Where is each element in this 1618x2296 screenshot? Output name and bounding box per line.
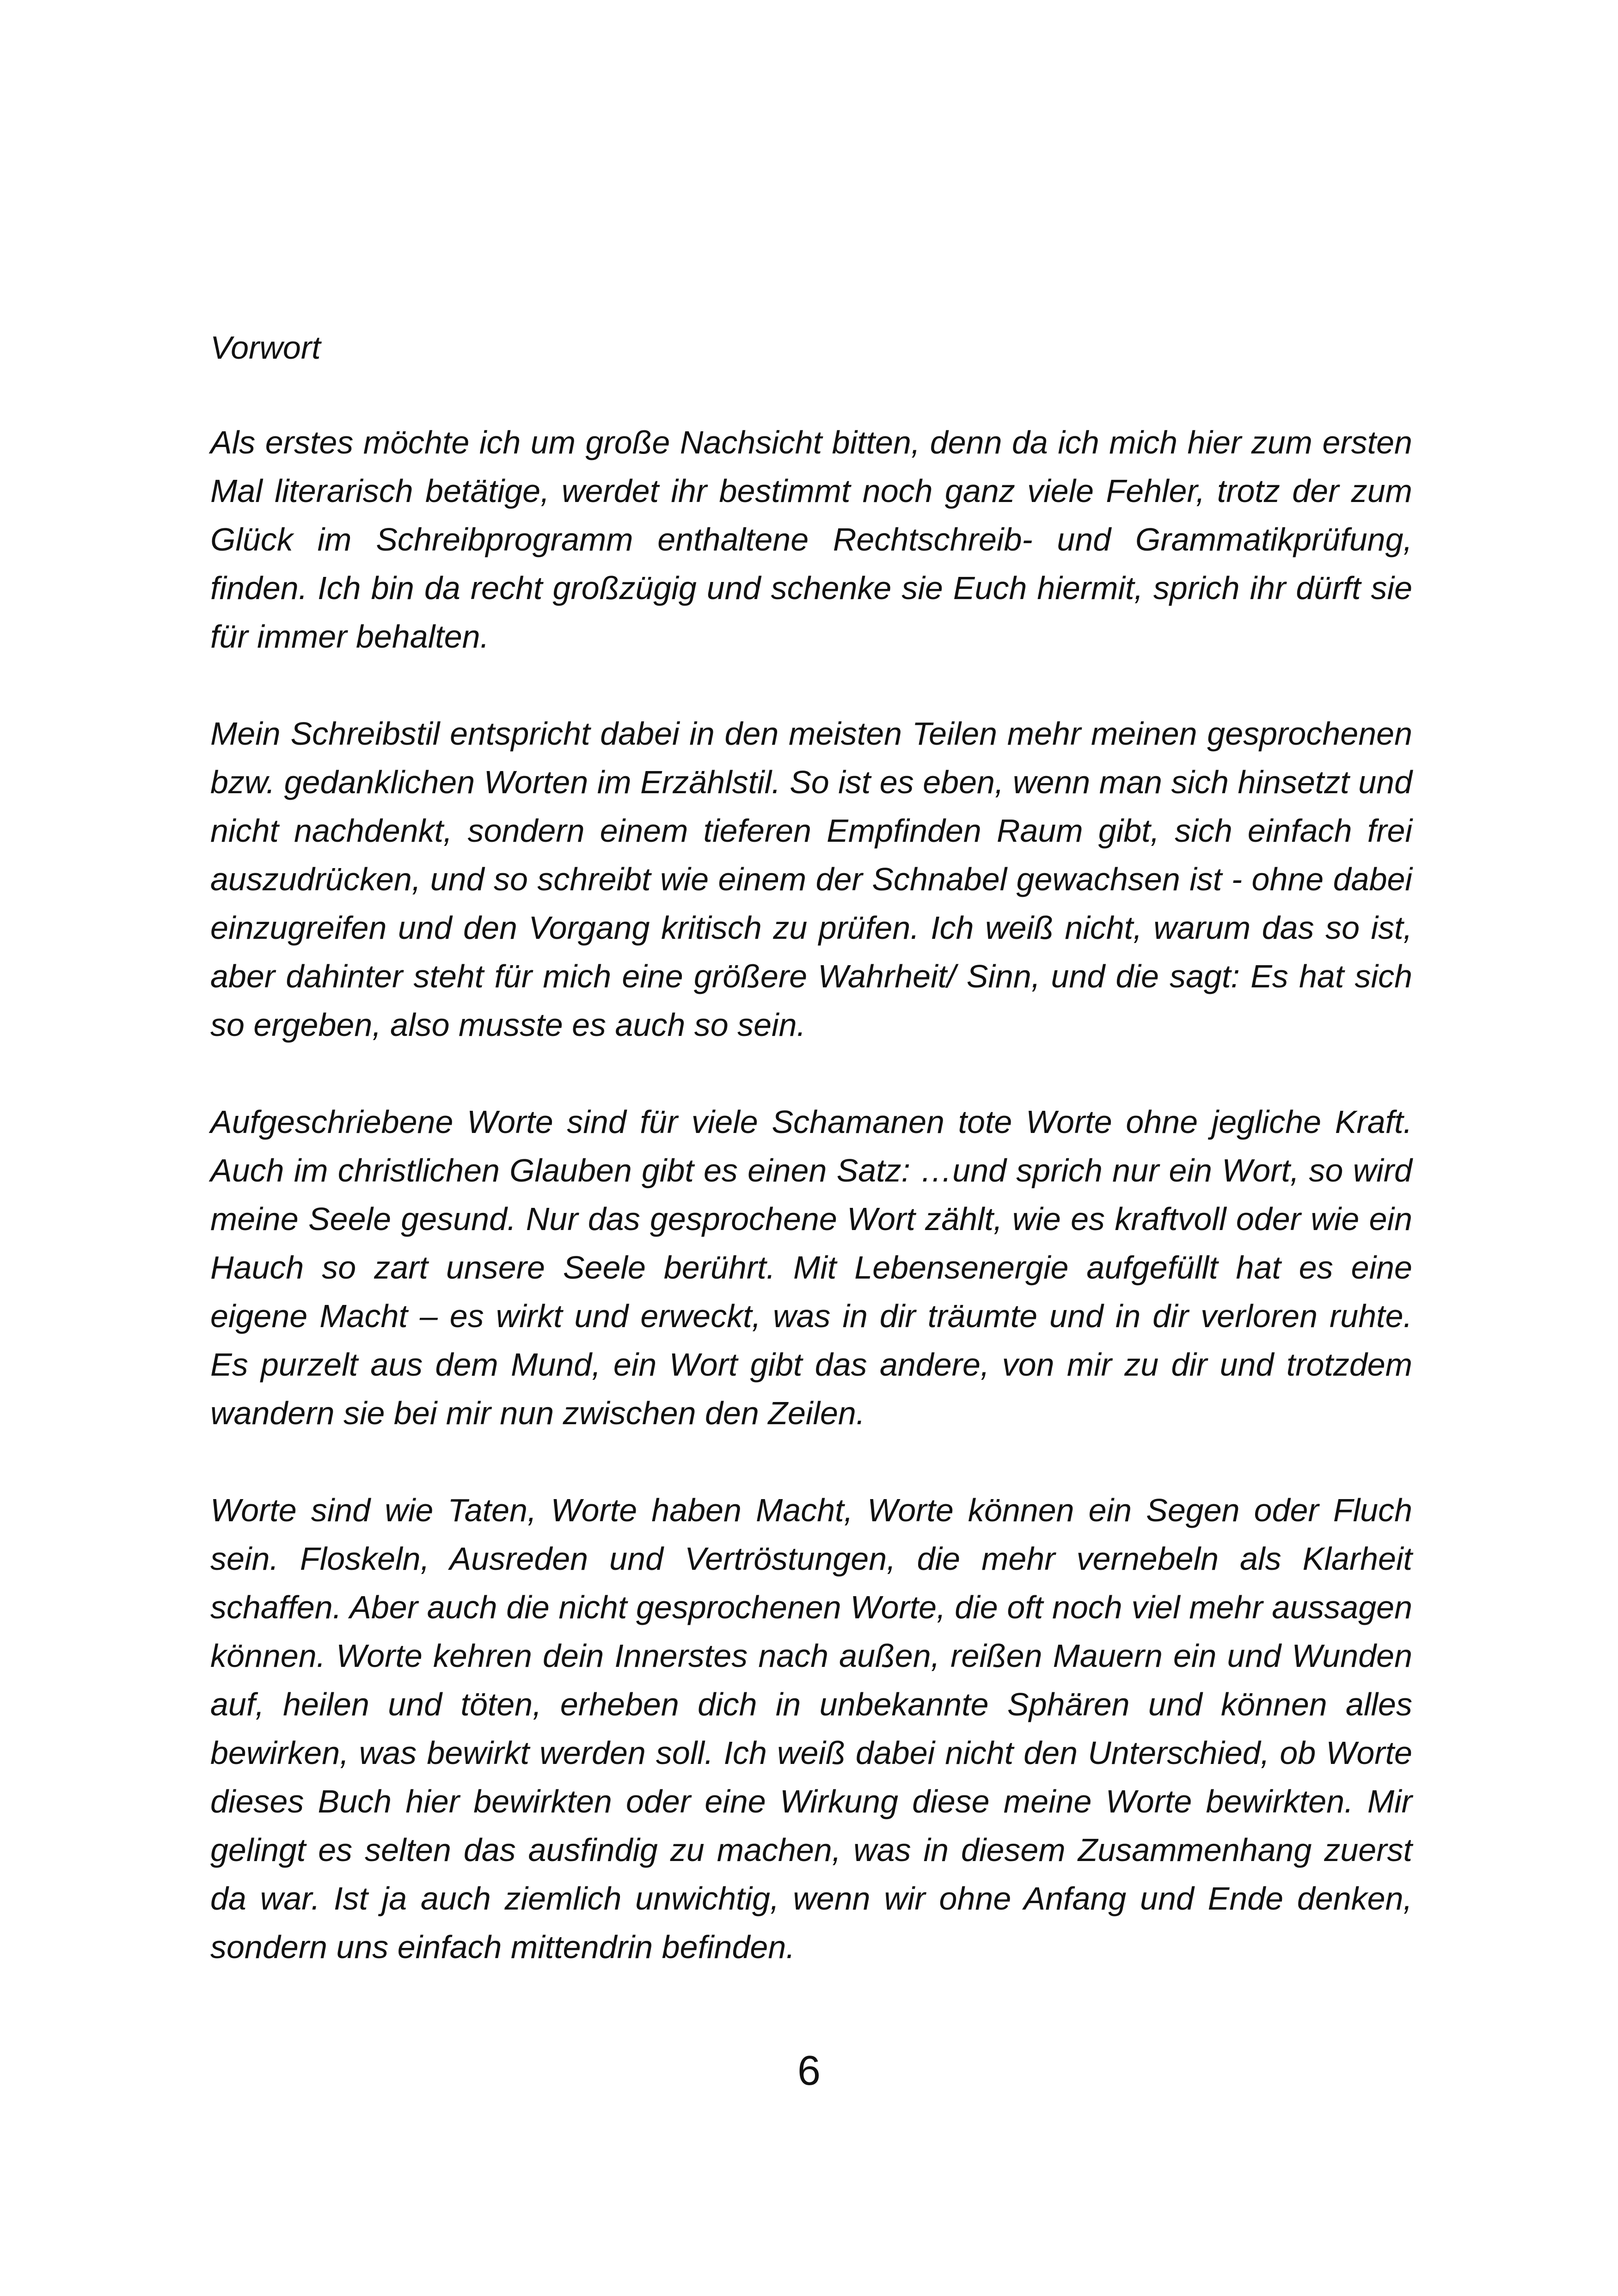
page-number: 6 — [797, 2048, 821, 2094]
page-content — [210, 324, 1412, 2020]
paragraph-1: Als erstes möchte ich um große Nachsicht bitten, denn da ich mich hier zum ersten Mal literarisch betätige, werdet ihr bestimmt noch ganz viele Fehler, trotz der zum Glück im Schreibprogramm enthaltene Rechtschreib- und Grammatikprüfung, finden. Ich bin da recht großzügig und schenke sie Euch hiermit, sprich ihr dürft sie für immer behalten. — [210, 424, 1412, 655]
paragraph-2: Mein Schreibstil entspricht dabei in den meisten Teilen mehr meinen gesprochenen bzw. gedanklichen Worten im Erzählstil. So ist es eben, wenn man sich hinsetzt und nicht nachdenkt, sondern einem tieferen Empfinden Raum gibt, sich einfach frei auszudrücken, und so schreibt wie einem der Schnabel gewachsen ist - ohne dabei einzugreifen und den Vorgang kritisch zu prüfen. Ich weiß nicht, warum das so ist, aber dahinter steht für mich eine größere Wahrheit/ Sinn, und die sagt: Es hat sich so ergeben, also musste es auch so sein. — [210, 716, 1412, 1043]
paragraph-4: Worte sind wie Taten, Worte haben Macht, Worte können ein Segen oder Fluch sein. Floskeln, Ausreden und Vertröstungen, die mehr vernebeln als Klarheit schaffen. Aber auch die nicht gesprochenen Worte, die oft noch viel mehr aussagen können. Worte kehren dein Innerstes nach außen, reißen Mauern ein und Wunden auf, heilen und töten, erheben dich in unbekannte Sphären und können alles bewirken, was bewirkt werden soll. Ich weiß dabei nicht den Unterschied, ob Worte dieses Buch hier bewirkten oder eine Wirkung diese meine Worte bewirkten. Mir gelingt es selten das ausfindig zu machen, was in diesem Zusammenhang zuerst da war. Ist ja auch ziemlich unwichtig, wenn wir ohne Anfang und Ende denken, sondern uns einfach mittendrin befinden. — [210, 1492, 1412, 1965]
paragraph-3: Aufgeschriebene Worte sind für viele Schamanen tote Worte ohne jegliche Kraft. Auch im christlichen Glauben gibt es einen Satz: …und sprich nur ein Wort, so wird meine Seele gesund. Nur das gesprochene Wort zählt, wie es kraftvoll oder wie ein Hauch so zart unsere Seele berührt. Mit Lebensenergie aufgefüllt hat es eine eigene Macht – es wirkt und erweckt, was in dir träumte und in dir verloren ruhte. Es purzelt aus dem Mund, ein Wort gibt das andere, von mir zu dir und trotzdem wandern sie bei mir nun zwischen den Zeilen. — [210, 1104, 1412, 1431]
section-heading: Vorwort — [210, 330, 321, 366]
